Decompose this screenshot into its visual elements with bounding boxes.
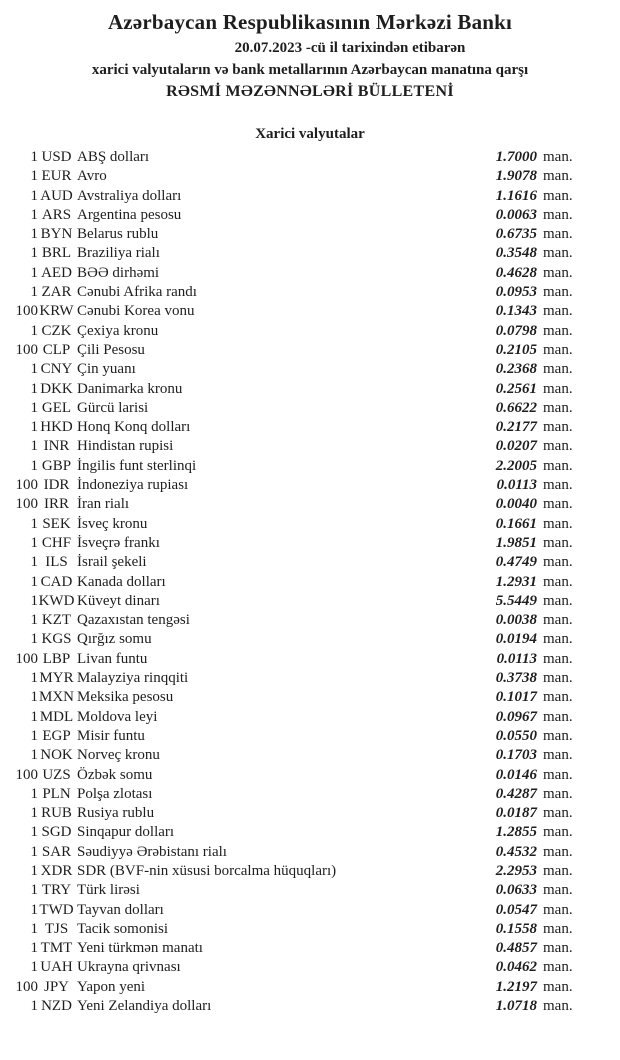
currency-name: Livan funtu xyxy=(77,650,148,667)
rate-row xyxy=(0,592,620,611)
currency-code: RUB xyxy=(41,805,72,822)
unit-label: man. xyxy=(543,689,573,706)
unit-label: man. xyxy=(543,457,573,474)
currency-quantity: 1 xyxy=(30,998,38,1015)
rate-value: 0.0113 xyxy=(496,477,537,494)
currency-code: INR xyxy=(43,438,70,455)
rate-row xyxy=(0,225,620,244)
rate-value: 1.0718 xyxy=(495,998,537,1015)
currency-quantity: 1 xyxy=(30,843,38,860)
unit-label: man. xyxy=(543,670,573,687)
currency-quantity: 1 xyxy=(30,515,38,532)
currency-quantity: 1 xyxy=(30,592,38,609)
currency-name: Belarus rublu xyxy=(77,226,159,243)
currency-quantity: 1 xyxy=(30,805,38,822)
currency-name: Tacik somonisi xyxy=(77,920,169,937)
unit-label: man. xyxy=(543,554,573,571)
rate-row xyxy=(0,341,620,360)
currency-name: Avro xyxy=(77,168,107,185)
currency-quantity: 1 xyxy=(30,708,38,725)
rate-row xyxy=(0,630,620,649)
currency-name: Ukrayna qrivnası xyxy=(77,959,181,976)
currency-code: SEK xyxy=(42,515,71,532)
rate-row xyxy=(0,534,620,553)
rate-value: 0.1703 xyxy=(495,747,537,764)
unit-label: man. xyxy=(543,187,573,204)
rate-value: 0.0633 xyxy=(495,882,537,899)
rate-row xyxy=(0,457,620,476)
unit-label: man. xyxy=(543,805,573,822)
unit-label: man. xyxy=(543,438,573,455)
currency-code: DKK xyxy=(40,380,73,397)
unit-label: man. xyxy=(543,959,573,976)
currency-code: ILS xyxy=(45,554,68,571)
currency-quantity: 1 xyxy=(30,361,38,378)
currency-name: Kanada dolları xyxy=(77,573,166,590)
currency-code: ARS xyxy=(41,206,72,223)
currency-name: Rusiya rublu xyxy=(77,805,155,822)
currency-code: TWD xyxy=(39,901,74,918)
rate-value: 0.0194 xyxy=(495,631,537,648)
rate-row xyxy=(0,978,620,997)
unit-label: man. xyxy=(543,515,573,532)
rate-value: 0.0550 xyxy=(495,727,537,744)
currency-name: Çexiya kronu xyxy=(77,322,159,339)
rate-value: 1.2855 xyxy=(495,824,537,841)
currency-code: UZS xyxy=(42,766,71,783)
rate-value: 0.4532 xyxy=(495,843,537,860)
currency-code: KGS xyxy=(41,631,72,648)
unit-label: man. xyxy=(543,399,573,416)
currency-code: KRW xyxy=(39,303,74,320)
rate-value: 0.0967 xyxy=(495,708,537,725)
rate-value: 0.2368 xyxy=(495,361,537,378)
unit-label: man. xyxy=(543,380,573,397)
currency-quantity: 1 xyxy=(30,534,38,551)
currency-code: KZT xyxy=(41,612,72,629)
unit-label: man. xyxy=(543,747,573,764)
rate-value: 2.2005 xyxy=(495,457,537,474)
currency-name: Səudiyyə Ərəbistanı rialı xyxy=(77,843,227,860)
currency-code: SAR xyxy=(41,843,72,860)
rate-value: 1.9851 xyxy=(495,534,537,551)
currency-quantity: 1 xyxy=(30,901,38,918)
bulletin-header xyxy=(0,10,620,102)
rate-row xyxy=(0,399,620,418)
currency-name: Çili Pesosu xyxy=(77,341,145,358)
currency-quantity: 100 xyxy=(15,341,38,358)
unit-label: man. xyxy=(543,785,573,802)
currency-quantity: 1 xyxy=(30,920,38,937)
rate-value: 1.2197 xyxy=(495,978,537,995)
currency-name: Meksika pesosu xyxy=(77,689,174,706)
unit-label: man. xyxy=(543,920,573,937)
rate-value: 0.0038 xyxy=(495,612,537,629)
rate-row xyxy=(0,901,620,920)
currency-name: Yapon yeni xyxy=(77,978,146,995)
currency-name: Danimarka kronu xyxy=(77,380,183,397)
rate-row xyxy=(0,148,620,167)
rate-value: 0.3738 xyxy=(495,670,537,687)
currency-name: İsrail şekeli xyxy=(77,554,147,571)
currency-quantity: 1 xyxy=(30,264,38,281)
currency-quantity: 1 xyxy=(30,457,38,474)
section-title-foreign-currencies: Xarici valyutalar xyxy=(255,126,365,142)
rate-row xyxy=(0,766,620,785)
unit-label: man. xyxy=(543,361,573,378)
rate-value: 1.1616 xyxy=(495,187,537,204)
rate-row xyxy=(0,920,620,939)
currency-code: UAH xyxy=(40,959,73,976)
rate-row xyxy=(0,746,620,765)
currency-quantity: 1 xyxy=(30,284,38,301)
rate-value: 0.6622 xyxy=(495,399,537,416)
unit-label: man. xyxy=(543,978,573,995)
currency-quantity: 1 xyxy=(30,573,38,590)
currency-code: HKD xyxy=(40,419,73,436)
currency-name: İndoneziya rupiası xyxy=(77,477,189,494)
currency-code: BYN xyxy=(40,226,73,243)
bulletin-title: RƏSMİ MƏZƏNNƏLƏRİ BÜLLETENİ xyxy=(166,83,454,100)
currency-quantity: 1 xyxy=(30,187,38,204)
rate-row xyxy=(0,476,620,495)
rate-row xyxy=(0,881,620,900)
unit-label: man. xyxy=(543,168,573,185)
unit-label: man. xyxy=(543,631,573,648)
unit-label: man. xyxy=(543,612,573,629)
rate-value: 5.5449 xyxy=(495,592,537,609)
currency-quantity: 1 xyxy=(30,824,38,841)
currency-name: BƏƏ dirhəmi xyxy=(77,264,160,281)
unit-label: man. xyxy=(543,419,573,436)
currency-quantity: 1 xyxy=(30,245,38,262)
currency-name: Özbək somu xyxy=(77,766,153,783)
currency-name: Braziliya rialı xyxy=(77,245,160,262)
rate-row xyxy=(0,187,620,206)
unit-label: man. xyxy=(543,650,573,667)
currency-name: Gürcü larisi xyxy=(77,399,149,416)
bank-name: Azərbaycan Respublikasının Mərkəzi Bankı xyxy=(107,10,513,34)
rate-row xyxy=(0,302,620,321)
currency-quantity: 1 xyxy=(30,631,38,648)
currency-code: NOK xyxy=(40,747,73,764)
currency-quantity: 1 xyxy=(30,612,38,629)
rate-value: 0.1558 xyxy=(495,920,537,937)
currency-name: Cənubi Afrika randı xyxy=(77,284,197,301)
currency-name: Türk lirəsi xyxy=(77,882,140,899)
rate-value: 0.1343 xyxy=(495,303,537,320)
unit-label: man. xyxy=(543,206,573,223)
currency-quantity: 1 xyxy=(30,380,38,397)
rate-row xyxy=(0,708,620,727)
unit-label: man. xyxy=(543,496,573,513)
rate-row xyxy=(0,611,620,630)
currency-quantity: 1 xyxy=(30,554,38,571)
currency-name: Hindistan rupisi xyxy=(77,438,174,455)
currency-code: IDR xyxy=(43,477,70,494)
currency-quantity: 1 xyxy=(30,727,38,744)
currency-quantity: 100 xyxy=(15,496,38,513)
rate-value: 0.1661 xyxy=(495,515,537,532)
rate-value: 0.4628 xyxy=(495,264,537,281)
rate-value: 0.6735 xyxy=(495,226,537,243)
currency-code: AUD xyxy=(40,187,73,204)
unit-label: man. xyxy=(543,940,573,957)
rate-value: 0.4287 xyxy=(495,785,537,802)
rate-row xyxy=(0,244,620,263)
currency-quantity: 100 xyxy=(15,978,38,995)
rate-value: 0.0547 xyxy=(495,901,537,918)
currency-name: ABŞ dolları xyxy=(77,149,150,165)
currency-name: İran rialı xyxy=(77,496,130,513)
rate-row xyxy=(0,997,620,1016)
currency-name: Honq Konq dolları xyxy=(77,419,191,436)
rate-row xyxy=(0,669,620,688)
currency-code: SGD xyxy=(41,824,72,841)
currency-code: AED xyxy=(41,264,72,281)
rate-row xyxy=(0,322,620,341)
rate-value: 0.3548 xyxy=(495,245,537,262)
rate-row xyxy=(0,360,620,379)
unit-label: man. xyxy=(543,534,573,551)
rate-value: 0.2561 xyxy=(495,380,537,397)
unit-label: man. xyxy=(543,573,573,590)
currency-name: Küveyt dinarı xyxy=(77,592,160,609)
rate-row xyxy=(0,206,620,225)
currency-quantity: 1 xyxy=(30,206,38,223)
currency-name: Avstraliya dolları xyxy=(77,187,182,204)
bulletin-subtitle: xarici valyutaların və bank metallarının Azərbaycan manatına qarşı xyxy=(91,62,529,78)
currency-code: LBP xyxy=(42,650,71,667)
rate-row xyxy=(0,804,620,823)
currency-name: İngilis funt sterlinqi xyxy=(77,457,197,474)
rate-value: 0.4749 xyxy=(495,554,537,571)
unit-label: man. xyxy=(543,226,573,243)
currency-code: CZK xyxy=(41,322,72,339)
currency-quantity: 100 xyxy=(15,477,38,494)
currency-code: CLP xyxy=(42,341,71,358)
unit-label: man. xyxy=(543,824,573,841)
currency-code: TJS xyxy=(44,920,69,937)
unit-label: man. xyxy=(543,998,573,1015)
rate-row xyxy=(0,573,620,592)
rate-value: 2.2953 xyxy=(495,862,537,879)
currency-quantity: 1 xyxy=(30,322,38,339)
rate-value: 0.2177 xyxy=(495,419,537,436)
currency-code: JPY xyxy=(43,978,69,995)
rate-row xyxy=(0,553,620,572)
rate-row xyxy=(0,437,620,456)
unit-label: man. xyxy=(543,843,573,860)
currency-quantity: 1 xyxy=(30,940,38,957)
currency-quantity: 100 xyxy=(15,766,38,783)
unit-label: man. xyxy=(543,477,573,494)
unit-label: man. xyxy=(543,901,573,918)
rate-row xyxy=(0,650,620,669)
currency-name: Tayvan dolları xyxy=(77,901,164,918)
currency-quantity: 100 xyxy=(15,303,38,320)
rate-row xyxy=(0,939,620,958)
unit-label: man. xyxy=(543,322,573,339)
currency-name: Yeni türkmən manatı xyxy=(77,940,203,957)
rate-row xyxy=(0,495,620,514)
currency-code: CHF xyxy=(41,534,72,551)
rate-value: 0.0040 xyxy=(495,496,537,513)
currency-code: GEL xyxy=(41,399,72,416)
currency-name: Polşa zlotası xyxy=(77,785,153,802)
unit-label: man. xyxy=(543,882,573,899)
currency-quantity: 1 xyxy=(30,670,38,687)
currency-name: SDR (BVF-nin xüsusi borcalma hüquqları) xyxy=(77,862,337,879)
rate-row xyxy=(0,785,620,804)
currency-code: XDR xyxy=(40,862,73,879)
rate-value: 0.0146 xyxy=(495,766,537,783)
unit-label: man. xyxy=(543,341,573,358)
rate-row xyxy=(0,862,620,881)
currency-name: Malayziya rinqqiti xyxy=(77,670,189,687)
currency-quantity: 1 xyxy=(30,168,38,185)
rate-row xyxy=(0,823,620,842)
rate-value: 0.4857 xyxy=(495,940,537,957)
currency-code: PLN xyxy=(42,785,71,802)
currency-quantity: 1 xyxy=(30,226,38,243)
currency-code: ZAR xyxy=(41,284,72,301)
currency-quantity: 1 xyxy=(30,862,38,879)
currency-code: KWD xyxy=(38,592,75,609)
unit-label: man. xyxy=(543,766,573,783)
currency-code: IRR xyxy=(43,496,69,513)
currency-quantity: 1 xyxy=(30,882,38,899)
currency-name: Norveç kronu xyxy=(77,747,160,764)
currency-code: EUR xyxy=(41,168,72,185)
unit-label: man. xyxy=(543,264,573,281)
unit-label: man. xyxy=(543,862,573,879)
rate-value: 0.0462 xyxy=(495,959,537,976)
rate-value: 0.0207 xyxy=(495,438,537,455)
unit-label: man. xyxy=(543,592,573,609)
currency-name: Cənubi Korea vonu xyxy=(77,303,195,320)
currency-code: TRY xyxy=(41,882,72,899)
effective-date-line: 20.07.2023 -cü il tarixindən etibarən xyxy=(234,40,466,56)
bulletin-document xyxy=(0,10,620,1060)
currency-code: MDL xyxy=(39,708,74,725)
currency-code: CNY xyxy=(40,361,73,378)
currency-code: EGP xyxy=(42,727,71,744)
rate-row xyxy=(0,418,620,437)
rate-value: 1.7000 xyxy=(495,149,537,165)
unit-label: man. xyxy=(543,284,573,301)
rate-value: 0.0063 xyxy=(495,206,537,223)
currency-name: Qırğız somu xyxy=(77,631,152,648)
currency-name: Sinqapur dolları xyxy=(77,824,175,841)
currency-quantity: 1 xyxy=(30,959,38,976)
rate-value: 1.2931 xyxy=(495,573,537,590)
rate-row xyxy=(0,264,620,283)
currency-code: GBP xyxy=(41,457,72,474)
currency-name: Qazaxıstan tengəsi xyxy=(77,612,190,629)
currency-name: Çin yuanı xyxy=(77,361,136,378)
unit-label: man. xyxy=(543,708,573,725)
currency-name: İsveç kronu xyxy=(77,515,148,532)
currency-quantity: 1 xyxy=(30,438,38,455)
currency-code: NZD xyxy=(41,998,72,1015)
rate-row xyxy=(0,167,620,186)
rate-value: 0.0187 xyxy=(495,805,537,822)
rate-value: 0.0798 xyxy=(495,322,537,339)
rate-value: 0.2105 xyxy=(495,341,537,358)
rate-value: 0.0953 xyxy=(495,284,537,301)
rate-row xyxy=(0,727,620,746)
rate-row xyxy=(0,688,620,707)
currency-name: Yeni Zelandiya dolları xyxy=(77,998,212,1015)
unit-label: man. xyxy=(543,149,573,165)
rate-row xyxy=(0,958,620,977)
currency-code: MYR xyxy=(39,670,74,687)
currency-quantity: 100 xyxy=(15,650,38,667)
rate-row xyxy=(0,380,620,399)
rate-row xyxy=(0,843,620,862)
currency-quantity: 1 xyxy=(30,747,38,764)
currency-name: İsveçrə frankı xyxy=(77,534,160,551)
unit-label: man. xyxy=(543,727,573,744)
currency-quantity: 1 xyxy=(30,399,38,416)
unit-label: man. xyxy=(543,245,573,262)
currency-code: MXN xyxy=(38,689,74,706)
currency-code: BRL xyxy=(41,245,72,262)
currency-code: TMT xyxy=(40,940,73,957)
currency-quantity: 1 xyxy=(30,689,38,706)
currency-quantity: 1 xyxy=(30,419,38,436)
rates-table xyxy=(0,148,620,1016)
currency-name: Argentina pesosu xyxy=(77,206,182,223)
currency-quantity: 1 xyxy=(30,785,38,802)
currency-name: Moldova leyi xyxy=(77,708,158,725)
rate-value: 0.1017 xyxy=(495,689,537,706)
currency-code: USD xyxy=(41,149,72,165)
rate-row xyxy=(0,515,620,534)
currency-name: Misir funtu xyxy=(77,727,145,744)
unit-label: man. xyxy=(543,303,573,320)
rate-value: 0.0113 xyxy=(496,650,537,667)
rate-row xyxy=(0,283,620,302)
currency-quantity: 1 xyxy=(30,149,38,165)
currency-code: CAD xyxy=(40,573,73,590)
rate-value: 1.9078 xyxy=(495,168,537,185)
